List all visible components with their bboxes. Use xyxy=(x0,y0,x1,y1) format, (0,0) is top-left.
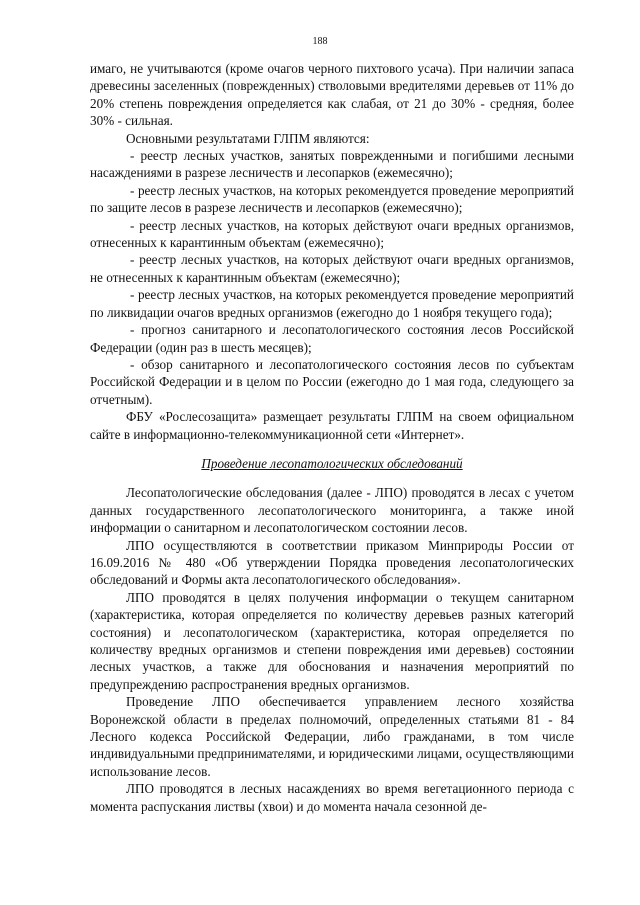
section-heading: Проведение лесопатологических обследований xyxy=(201,455,463,471)
list-item: - реестр лесных участков, на которых рекомендуется проведение мероприятий по ликвидации очагов вредных организмов (ежегодно до 1 ноября текущего года); xyxy=(90,287,574,320)
paragraph: ФБУ «Рослесозащита» размещает результаты ГЛПМ на своем официальном сайте в информационно-телекоммуникационной сети «Интернет». xyxy=(90,409,574,442)
paragraph: Лесопатологические обследования (далее - ЛПО) проводятся в лесах с учетом данных государственного лесопатологического мониторинга, а также иной информации о санитарном и лесопатологическом состоянии лесов. xyxy=(90,485,574,536)
paragraph: Проведение ЛПО обеспечивается управлением лесного хозяйства Воронежской области в пределах полномочий, определенных статьями 81 - 84 Лесного кодекса Российской Федерации, либо гражданами, в том числе индивидуальными предпринимателями, и юридическими лицами, осуществляющими использование лесов. xyxy=(90,694,574,779)
paragraph: ЛПО проводятся в лесных насаждениях во время вегетационного периода с момента распускания листвы (хвои) и до момента начала сезонной де- xyxy=(90,781,574,814)
list-item: - реестр лесных участков, на которых действуют очаги вредных организмов, не отнесенных к карантинным объектам (ежемесячно); xyxy=(90,252,574,285)
paragraph: ЛПО осуществляются в соответствии приказом Минприроды России от 16.09.2016 № 480 «Об утверждении Порядка проведения лесопатологических обследований и Формы акта лесопатологического обследования». xyxy=(90,537,574,588)
paragraph: имаго, не учитываются (кроме очагов черного пихтового усача). При наличии запаса древесины заселенных (поврежденных) стволовыми вредителями деревьев от 11% до 20% степень повреждения определяется как слабая, от 21 до 30% - средняя, более 30% - сильная. xyxy=(90,61,574,129)
page-number: 188 xyxy=(312,36,328,47)
page-body xyxy=(90,60,574,815)
list-item: - прогноз санитарного и лесопатологического состояния лесов Российской Федерации (один раз в шесть месяцев); xyxy=(90,322,574,355)
list-item: - реестр лесных участков, на которых действуют очаги вредных организмов, отнесенных к карантинным объектам (ежемесячно); xyxy=(90,217,574,251)
list-item: - реестр лесных участков, занятых поврежденными и погибшими лесными насаждениями в разрезе лесничеств и лесопарков (ежемесячно); xyxy=(90,148,574,181)
paragraph: Основными результатами ГЛПМ являются: xyxy=(126,130,370,146)
list-item: - реестр лесных участков, на которых рекомендуется проведение мероприятий по защите лесов в разрезе лесничеств и лесопарков (ежемесячно); xyxy=(90,182,574,216)
list-item: - обзор санитарного и лесопатологического состояния лесов по субъектам Российской Федерации и в целом по России (ежегодно до 1 мая года, следующего за отчетным). xyxy=(90,356,574,407)
paragraph: ЛПО проводятся в целях получения информации о текущем санитарном (характеристика, которая определяется по количеству деревьев разных категорий состояния) и лесопатологическом (характеристика, которая определяется по количеству вредных организмов и степени повреждения ими деревьев) состоянии лесных участков, а также для обоснования и назначения мероприятий по предупреждению распространения вредных организмов. xyxy=(90,589,574,692)
